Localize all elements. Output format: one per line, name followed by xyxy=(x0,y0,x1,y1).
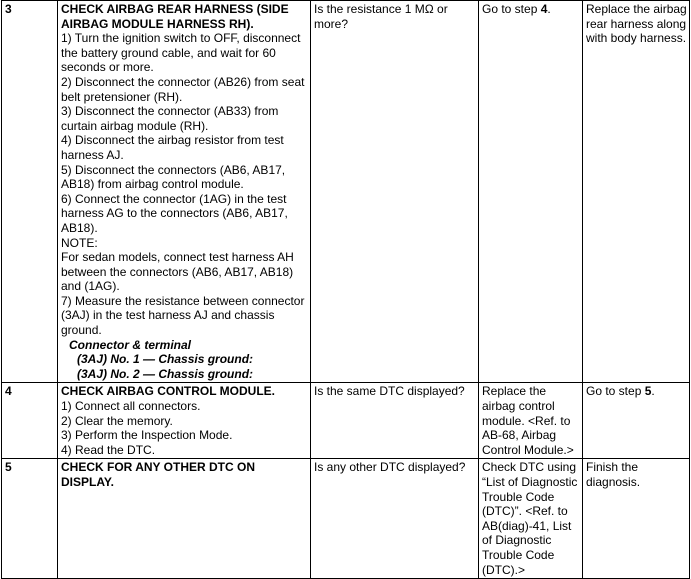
no-step-ref: 5 xyxy=(644,384,652,399)
procedure-line: 4) Disconnect the airbag resistor from test harness AJ. xyxy=(61,133,284,162)
no-action: Replace the airbag rear harness along with body harness. xyxy=(586,2,687,46)
yes-step-ref: 4 xyxy=(540,2,548,16)
no-cell xyxy=(583,459,690,579)
check-cell xyxy=(311,459,479,579)
yes-cell xyxy=(479,1,583,383)
table-row xyxy=(2,383,690,459)
step-number: 4 xyxy=(5,384,12,399)
check-cell xyxy=(311,383,479,459)
step-number: 3 xyxy=(5,2,12,16)
yes-action-suffix: . xyxy=(547,2,551,16)
step-title: CHECK AIRBAG CONTROL MODULE. xyxy=(61,384,275,399)
procedure-line: 3) Perform the Inspection Mode. xyxy=(61,428,233,443)
no-cell xyxy=(583,383,690,459)
yes-cell xyxy=(479,459,583,579)
table-row xyxy=(2,1,690,383)
check-question: Is any other DTC displayed? xyxy=(314,460,466,475)
procedure-line: 1) Connect all connectors. xyxy=(61,399,201,414)
step-number-cell xyxy=(2,459,58,579)
procedure-line: 3) Disconnect the connector (AB33) from curtain airbag module (RH). xyxy=(61,104,279,133)
note-label: NOTE: xyxy=(61,235,98,250)
no-cell xyxy=(583,1,690,383)
procedure-line: 5) Disconnect the connectors (AB6, AB17, AB18) from airbag control module. xyxy=(61,162,286,192)
step-number-cell xyxy=(2,1,58,383)
step-title: CHECK AIRBAG REAR HARNESS (SIDE AIRBAG MODULE HARNESS RH). xyxy=(61,2,289,31)
note-text: For sedan models, connect test harness AH between the connectors (AB6, AB17, AB18) and (1AG). xyxy=(61,250,294,294)
check-cell xyxy=(311,1,479,383)
step-number: 5 xyxy=(5,460,12,475)
step-title: CHECK FOR ANY OTHER DTC ON DISPLAY. xyxy=(61,460,256,489)
no-action-suffix: . xyxy=(651,384,655,399)
check-question: Is the same DTC displayed? xyxy=(314,384,465,399)
procedure-line: 2) Clear the memory. xyxy=(61,413,173,428)
step-procedure-cell xyxy=(58,459,311,579)
table-row xyxy=(2,459,690,579)
procedure-line: 2) Disconnect the connector (AB26) from seat belt pretensioner (RH). xyxy=(61,74,305,104)
diagnostic-table xyxy=(1,0,690,579)
step-number-cell xyxy=(2,383,58,459)
yes-action-prefix: Go to step xyxy=(482,2,541,16)
step-procedure-cell xyxy=(58,1,311,383)
yes-action: Check DTC using “List of Diagnostic Trouble Code (DTC)”. <Ref. to AB(diag)-41, List of Diagnostic Trouble Code (DTC).> xyxy=(482,460,578,577)
no-action: Finish the diagnosis. xyxy=(586,460,641,489)
procedure-line: 6) Connect the connector (1AG) in the test harness AG to the connectors (AB6, AB17, AB18). xyxy=(61,191,288,235)
no-action-prefix: Go to step xyxy=(586,384,645,399)
procedure-line: 7) Measure the resistance between connector (3AJ) in the test harness AJ and chassis ground. xyxy=(61,293,305,338)
spec-line: (3AJ) No. 2 — Chassis ground: xyxy=(77,366,254,381)
step-procedure-cell xyxy=(58,383,311,459)
yes-cell xyxy=(479,383,583,459)
procedure-line: 1) Turn the ignition switch to OFF, disconnect the battery ground cable, and wait for 60 seconds or more. xyxy=(61,31,301,75)
spec-line: (3AJ) No. 1 — Chassis ground: xyxy=(77,352,254,367)
spec-heading: Connector & terminal xyxy=(69,337,192,352)
yes-action: Replace the airbag control module. <Ref. to AB-68, Airbag Control Module.> xyxy=(482,384,574,457)
procedure-line: 4) Read the DTC. xyxy=(61,442,156,457)
check-question: Is the resistance 1 MΩ or more? xyxy=(314,2,448,31)
